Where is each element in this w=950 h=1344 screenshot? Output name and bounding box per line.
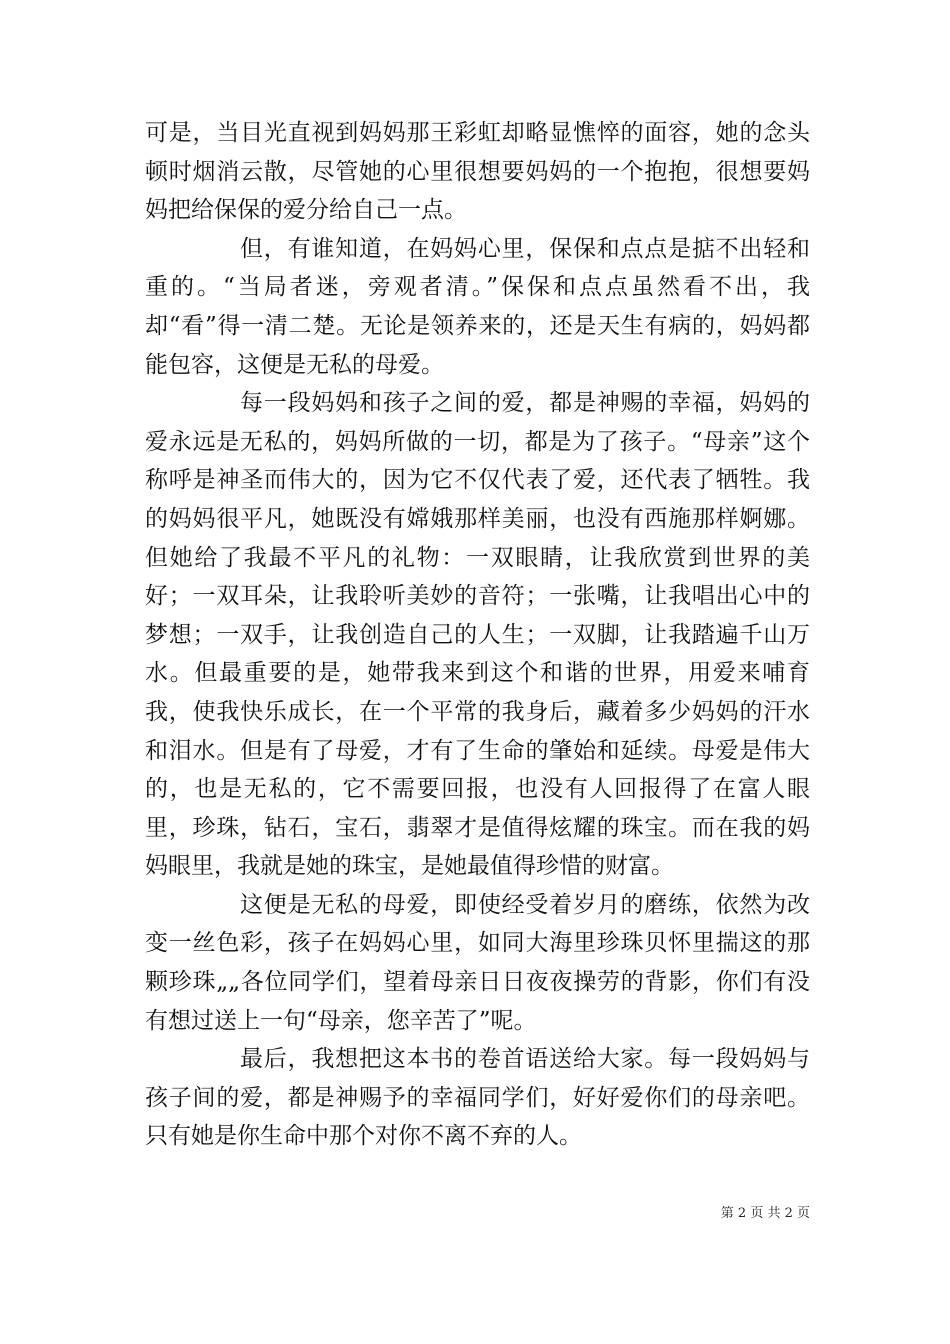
paragraph: 这便是无私的母爱，即使经受着岁月的磨练，依然为改变一丝色彩，孩子在妈妈心里，如同大海里珍珠贝怀里揣这的那颗珍珠„„各位同学们，望着母亲日日夜夜操劳的背影，你们有没有想过送上一句“母亲，您辛苦了”呢。 xyxy=(145,891,810,1034)
paragraph: 但，有谁知道，在妈妈心里，保保和点点是掂不出轻和重的。“当局者迷，旁观者清。”保保和点点虽然看不出，我却“看”得一清二楚。无论是领养来的，还是天生有病的，妈妈都能包容，这便是无私的母爱。 xyxy=(145,235,810,378)
page-number: 第 2 页 共 2 页 xyxy=(720,1206,810,1221)
paragraph: 最后，我想把这本书的卷首语送给大家。每一段妈妈与孩子间的爱，都是神赐予的幸福同学们，好好爱你们的母亲吧。只有她是你生命中那个对你不离不弃的人。 xyxy=(145,1046,810,1150)
paragraph: 可是，当目光直视到妈妈那王彩虹却略显憔悴的面容，她的念头顿时烟消云散，尽管她的心里很想要妈妈的一个抱抱，很想要妈妈把给保保的爱分给自己一点。 xyxy=(145,120,810,224)
document-body xyxy=(145,114,810,1156)
paragraph: 每一段妈妈和孩子之间的爱，都是神赐的幸福，妈妈的爱永远是无私的，妈妈所做的一切，都是为了孩子。“母亲”这个称呼是神圣而伟大的，因为它不仅代表了爱，还代表了牺牲。我的妈妈很平凡，她既没有嫦娥那样美丽，也没有西施那样婀娜。但她给了我最不平凡的礼物：一双眼睛，让我欣赏到世界的美好；一双耳朵，让我聆听美妙的音符；一张嘴，让我唱出心中的梦想；一双手，让我创造自己的人生；一双脚，让我踏遍千山万水。但最重要的是，她带我来到这个和谐的世界，用爱来哺育我，使我快乐成长，在一个平常的我身后，藏着多少妈妈的汗水和泪水。但是有了母爱，才有了生命的肇始和延续。母爱是伟大的，也是无私的，它不需要回报，也没有人回报得了在富人眼里，珍珠，钻石，宝石，翡翠才是值得炫耀的珠宝。而在我的妈妈眼里，我就是她的珠宝，是她最值得珍惜的财富。 xyxy=(145,390,810,880)
